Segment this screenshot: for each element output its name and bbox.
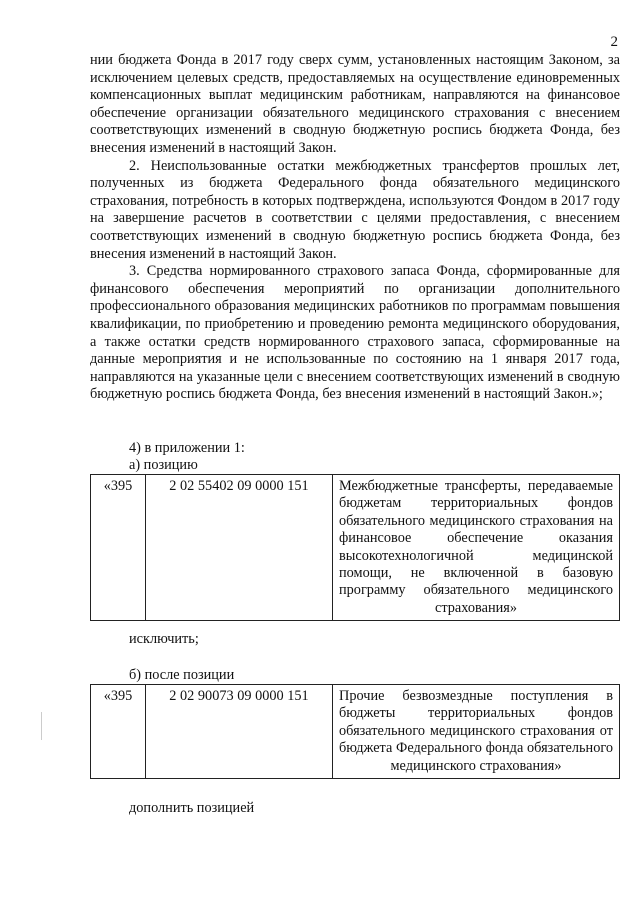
margin-mark (41, 712, 42, 740)
paragraph-2: 2. Неиспользованные остатки межбюджетных трансфертов прошлых лет, полученных из бюджета Федерального фонда обязательного медицинского страхования, потребность в которых подтверждена, используются Фондом в 2017 году на завершение расчетов в соответствии с целями предоставления, с внесением соответствующих изменений в сводную бюджетную роспись бюджета Фонда, без внесения изменений в настоящий Закон. (90, 157, 620, 262)
section-4-heading: 4) в приложении 1: (129, 440, 245, 456)
table-row (91, 475, 620, 621)
add-position-text: дополнить позицией (129, 800, 255, 816)
body-text (90, 52, 620, 404)
item-b-label: б) после позиции (129, 667, 235, 683)
position-table-b (90, 684, 620, 779)
table-cell-description: Прочие безвозмездные поступления в бюджеты территориальных фондов обязательного медицинского страхования от бюджета Федерального фонда обязательного медицинского страхования» (333, 685, 620, 779)
table-cell-code: «395 (91, 475, 146, 621)
paragraph-3: 3. Средства нормированного страхового запаса Фонда, сформированные для финансового обеспечения мероприятий по организации дополнительного профессионального образования медицинских работников по программам повышения квалификации, по приобретению и проведению ремонта медицинского оборудования, а также остатки средств нормированного страхового запаса, сформированные на данные мероприятия и не использованные по состоянию на 1 января 2017 года, направляются на указанные цели с внесением соответствующих изменений в сводную бюджетную роспись бюджета Фонда, без внесения изменений в настоящий Закон.»; (90, 263, 620, 403)
exclude-text: исключить; (129, 631, 199, 647)
page-number: 2 (610, 34, 618, 50)
table-cell-description: Межбюджетные трансферты, передаваемые бюджетам территориальных фондов обязательного медицинского страхования на финансовое обеспечение оказания высокотехнологичной медицинской помощи, не включенной в базовую программу обязательного медицинского страхования» (333, 475, 620, 621)
table-row (91, 685, 620, 779)
item-a-label: а) позицию (129, 457, 198, 473)
paragraph-1: нии бюджета Фонда в 2017 году сверх сумм, установленных настоящим Законом, за исключением целевых средств, предоставляемых на осуществление единовременных компенсационных выплат медицинским работникам, направляются на финансовое обеспечение организации обязательного медицинского страхования с внесением соответствующих изменений в сводную бюджетную роспись бюджета Фонда, без внесения изменений в настоящий Закон. (90, 52, 620, 156)
table-cell-classifier: 2 02 55402 09 0000 151 (146, 475, 333, 621)
table-cell-classifier: 2 02 90073 09 0000 151 (146, 685, 333, 779)
position-table-a (90, 474, 620, 621)
table-cell-code: «395 (91, 685, 146, 779)
